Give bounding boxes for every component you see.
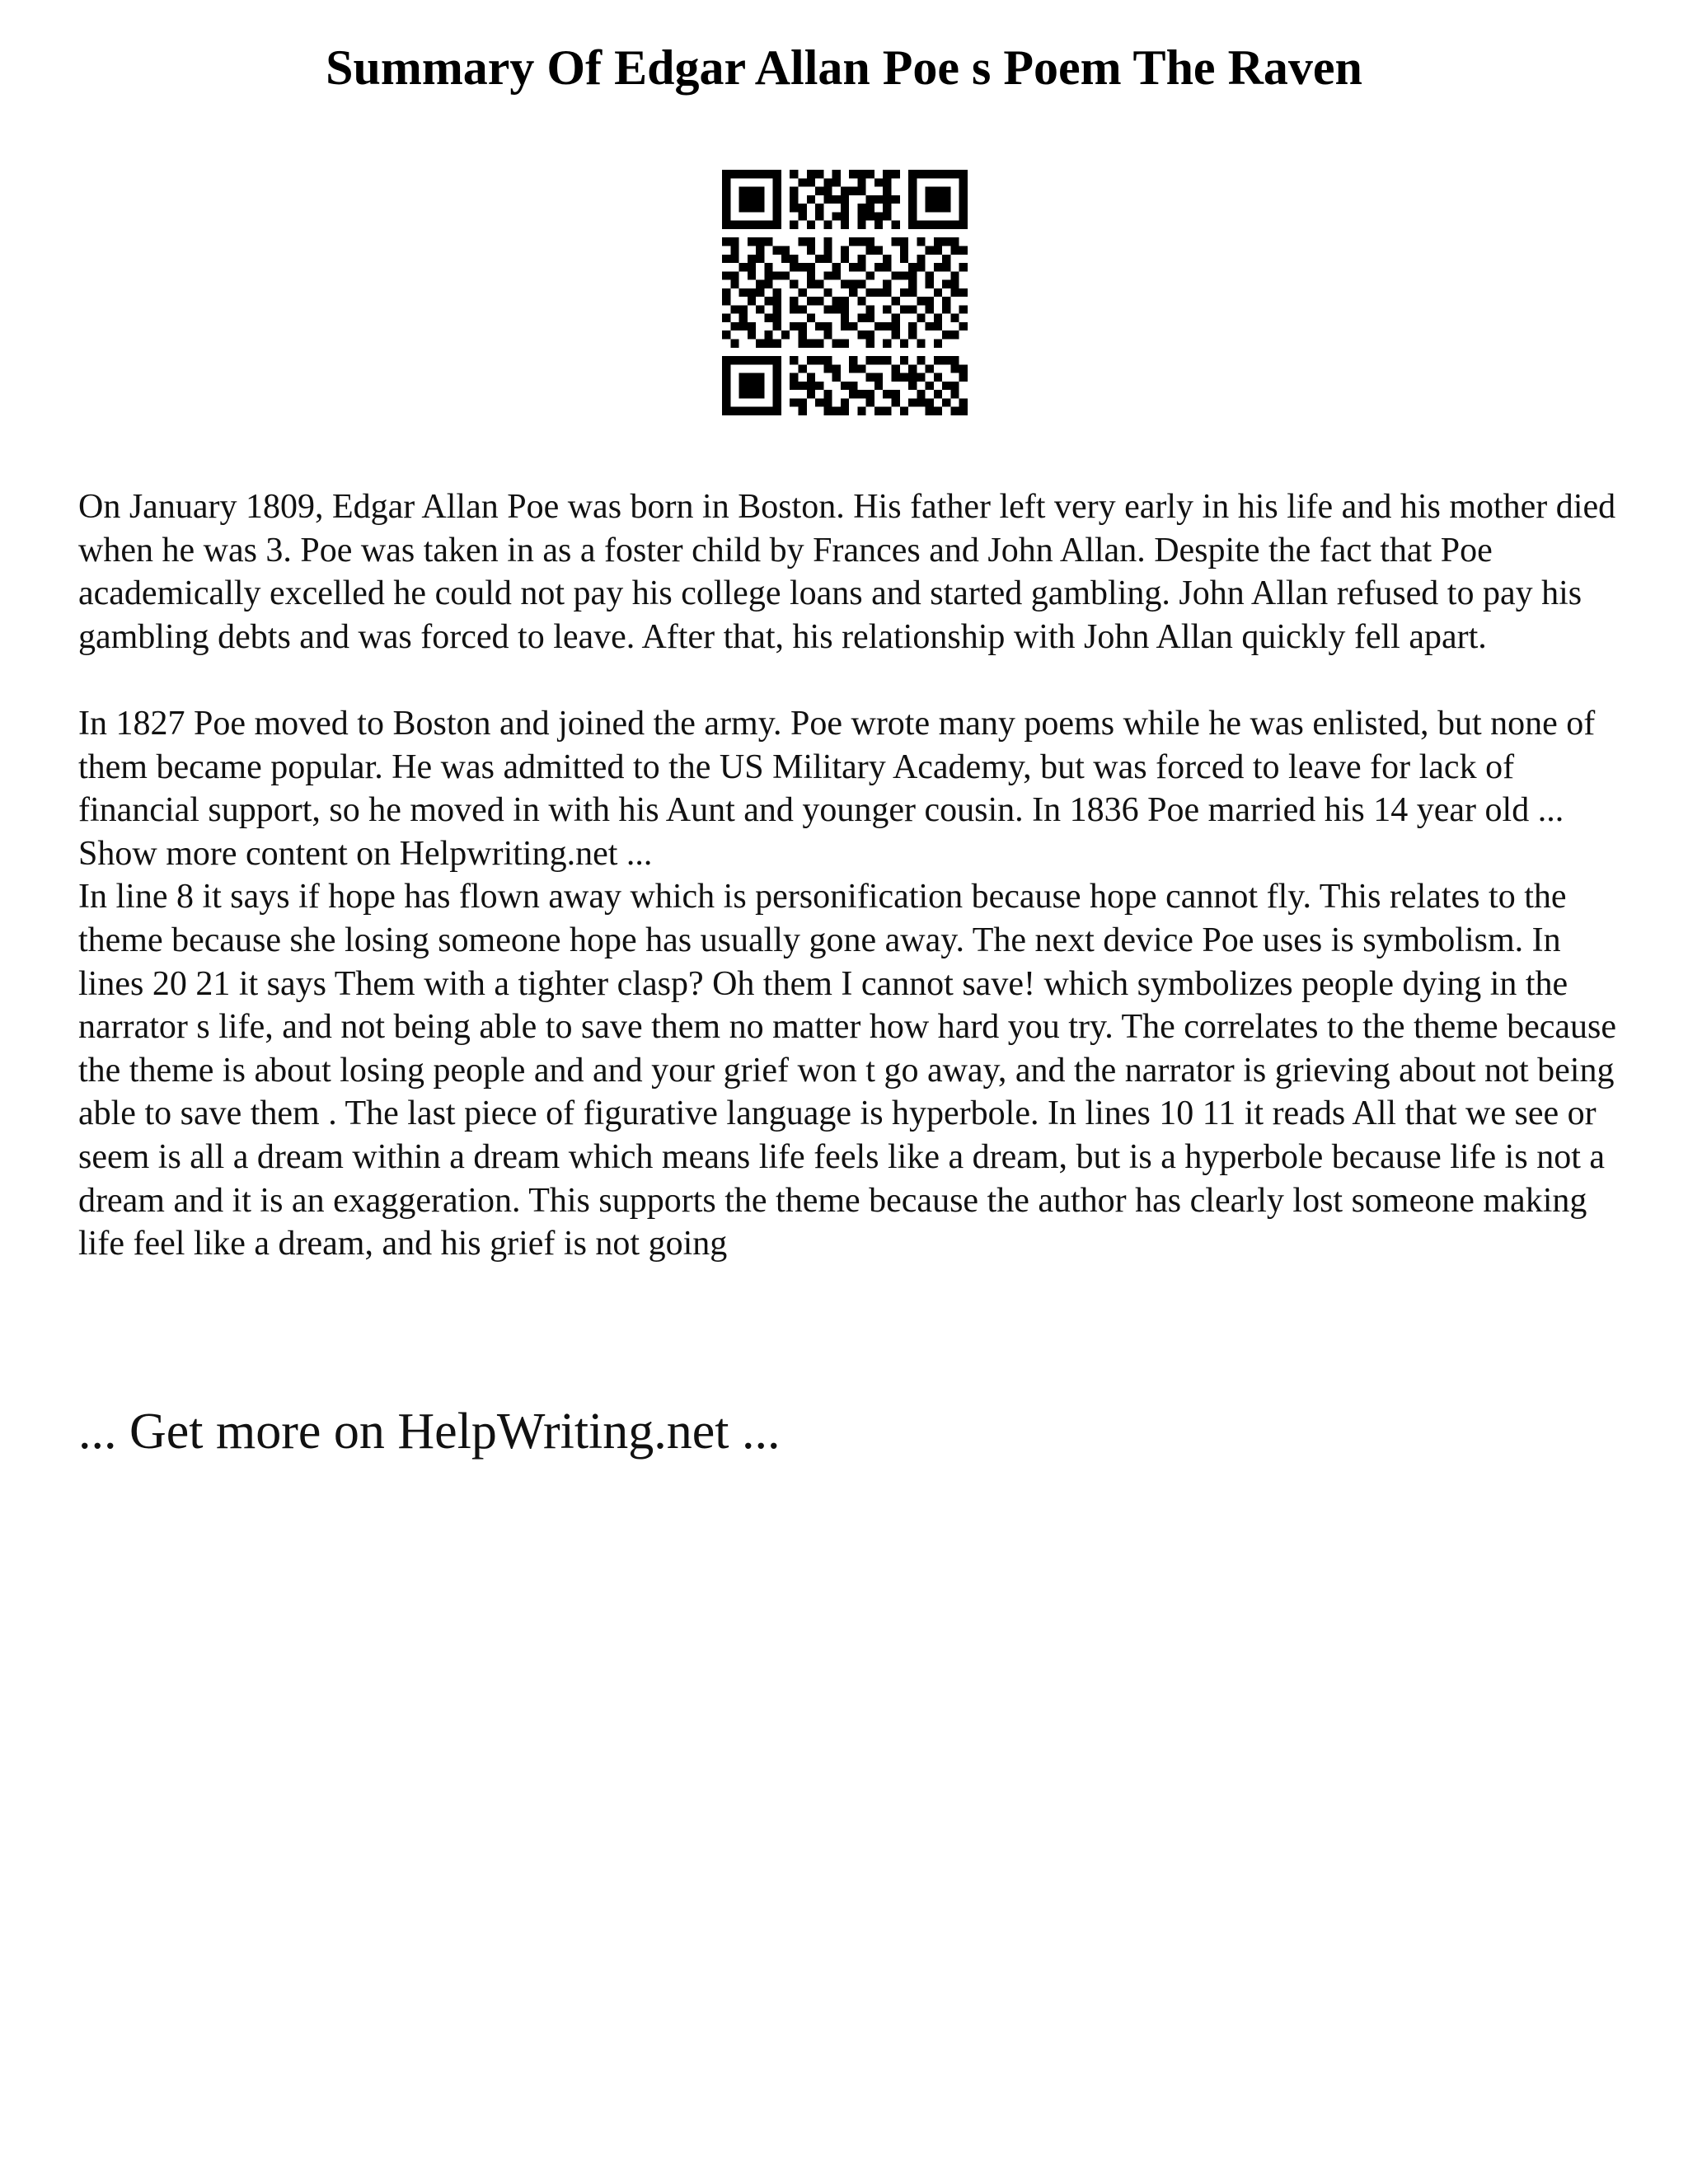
paragraph-analysis: In line 8 it says if hope has flown away which is personification because hope cannot fly. This relates to the theme because she losing someone hope has usually gone away. The next device Poe uses is symbolism. In lines 20 21 it says Them with a tighter clasp? Oh them I cannot save! which symbolizes people dying in the narrator s life, and not being able to save them no matter how hard you try. The correlates to the theme because the theme is about losing people and and your grief won t go away, and the narrator is grieving about not being able to save them . The last piece of figurative language is hyperbole. In lines 10 11 it reads All that we see or seem is all a dream within a dream which means life feels like a dream, but is a hyperbole because life is not a dream and it is an exaggeration. This supports the theme because the author has clearly lost someone making life feel like a dream, and his grief is not going bbox=[78, 878, 1617, 1263]
paragraph-spacer bbox=[78, 658, 1628, 702]
document-body bbox=[78, 485, 1628, 1266]
page-title: Summary Of Edgar Allan Poe s Poem The Raven bbox=[326, 40, 1362, 95]
paragraph-biography: On January 1809, Edgar Allan Poe was born in Boston. His father left very early in his life and his mother died when he was 3. Poe was taken in as a foster child by Frances and John Allan. Despite the fact that Poe academically excelled he could not pay his college loans and started gambling. John Allan refused to pay his gambling debts and was forced to leave. After that, his relationship with John Allan quickly fell apart. bbox=[78, 488, 1616, 656]
qr-code-icon bbox=[722, 170, 968, 415]
paragraph-army: In 1827 Poe moved to Boston and joined the army. Poe wrote many poems while he was enlisted, but none of them became popular. He was admitted to the US Military Academy, but was forced to leave for lack of financial support, so he moved in with his Aunt and younger cousin. In 1836 Poe married his 14 year old ... Show more content on Helpwriting.net ... bbox=[78, 704, 1596, 873]
get-more-link[interactable]: ... Get more on HelpWriting.net ... bbox=[78, 1404, 781, 1460]
